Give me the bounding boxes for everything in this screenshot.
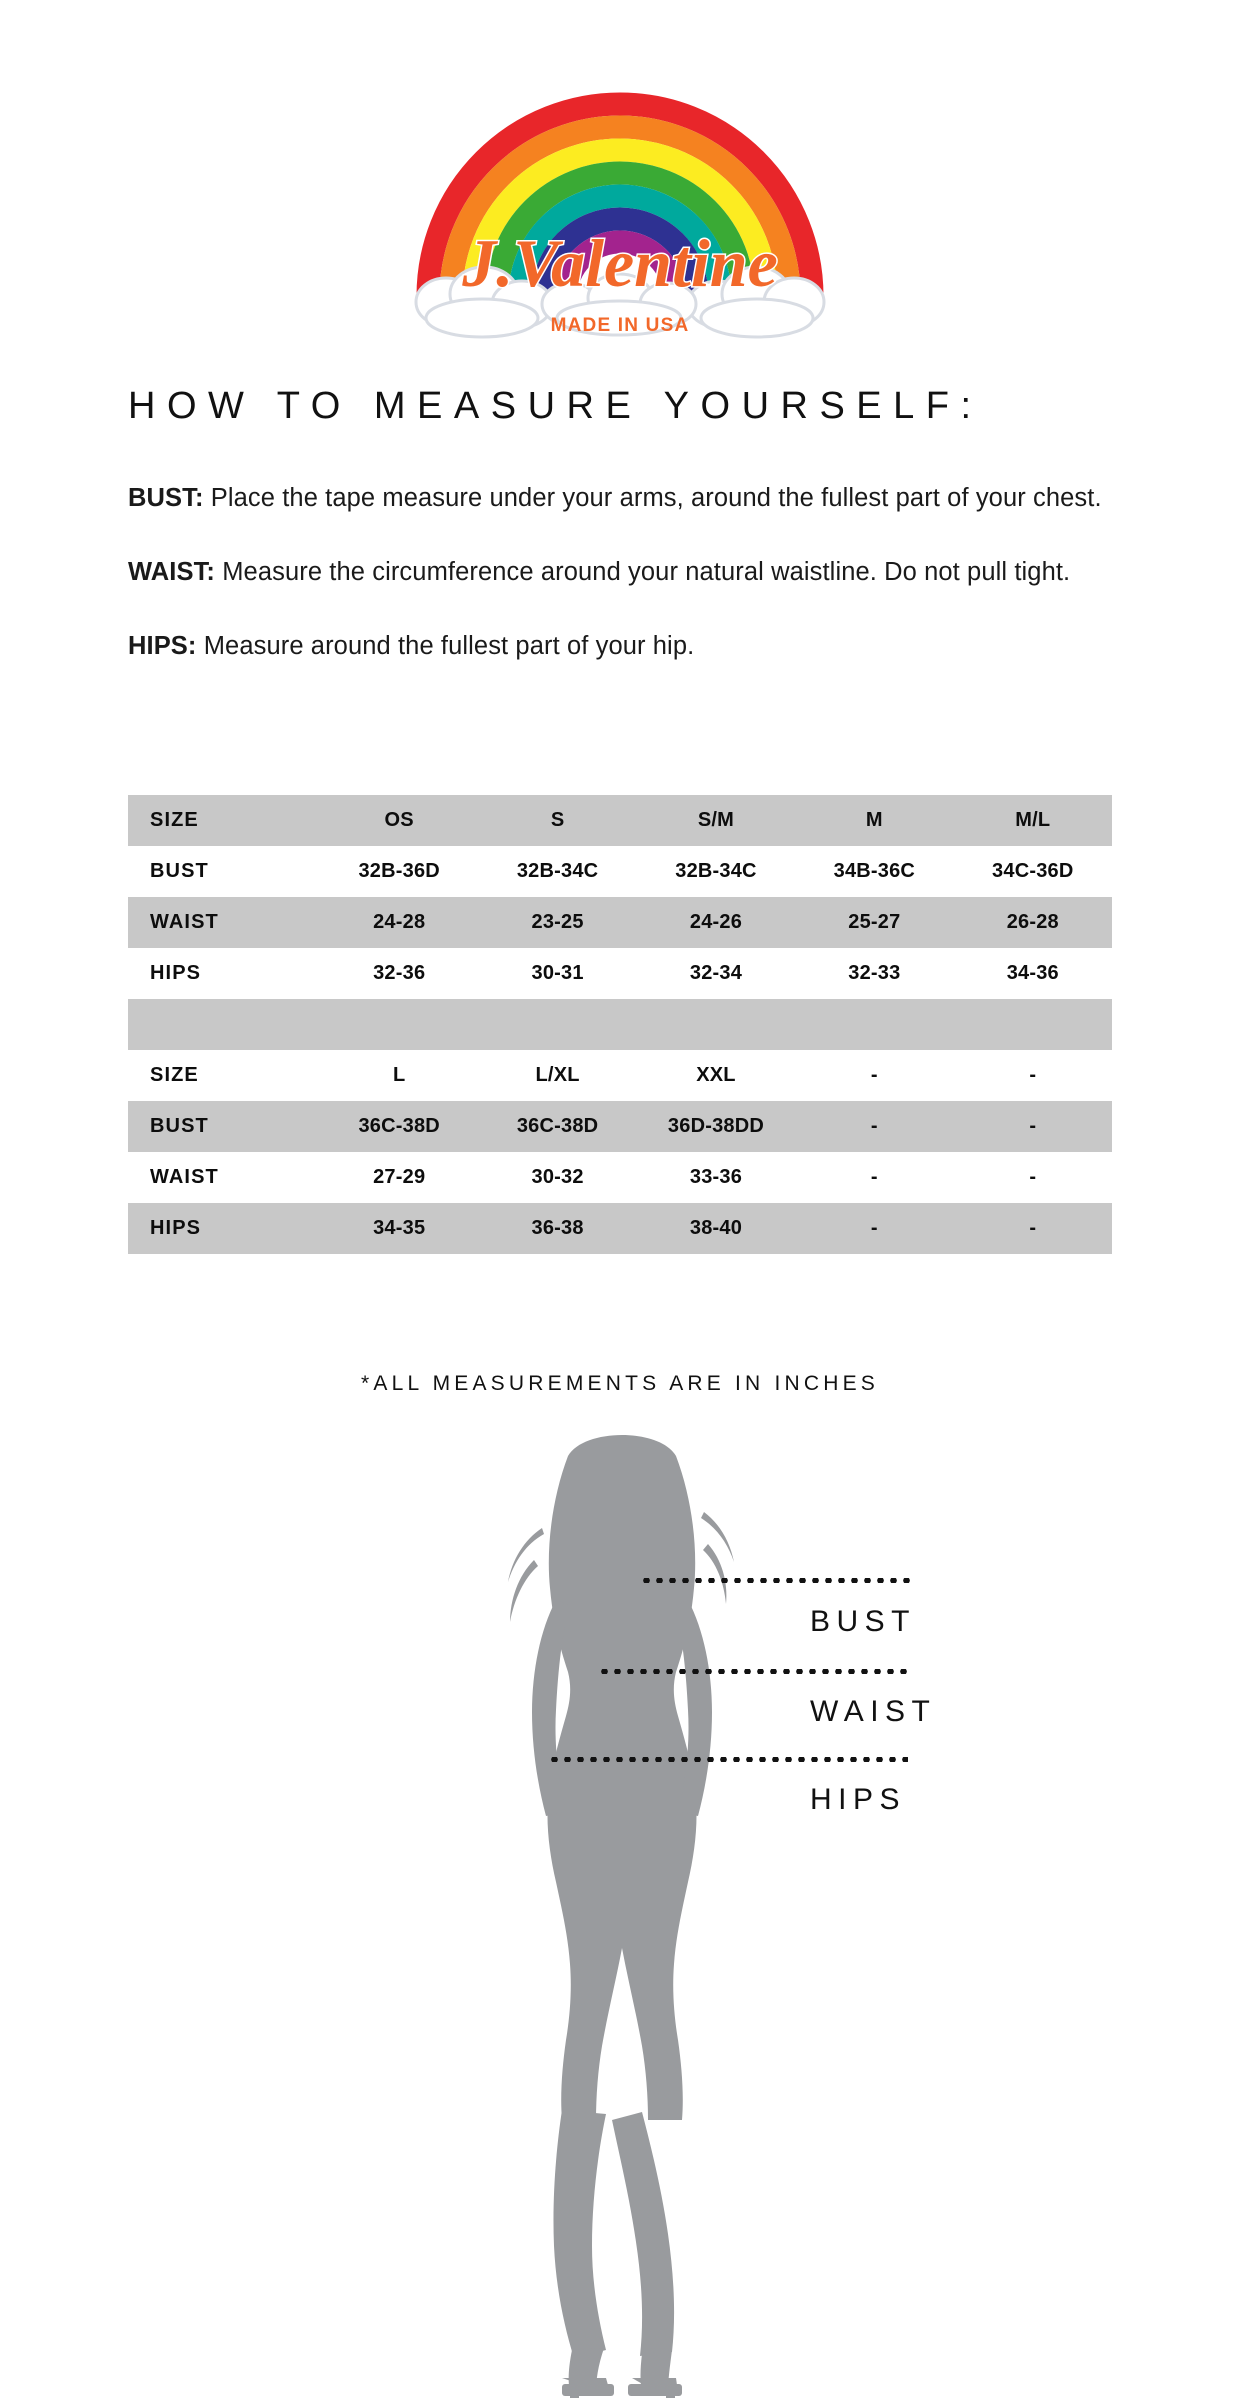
row-label-hips: HIPS bbox=[128, 1203, 320, 1254]
header-cell-3: S/M bbox=[637, 795, 795, 846]
instruction-hips-label: HIPS: bbox=[128, 632, 197, 660]
header-cell-4: - bbox=[795, 1050, 953, 1101]
cell: - bbox=[795, 1152, 953, 1203]
silhouette-svg bbox=[420, 1420, 820, 2400]
instruction-waist-label: WAIST: bbox=[128, 558, 216, 586]
cell: 32B-36D bbox=[320, 846, 478, 897]
header-cell-size: SIZE bbox=[128, 795, 320, 846]
cell: 30-31 bbox=[478, 948, 636, 999]
cell: 24-26 bbox=[637, 897, 795, 948]
table-row bbox=[128, 948, 1112, 999]
cell: - bbox=[954, 1101, 1112, 1152]
measurement-label-hips: HIPS bbox=[810, 1783, 907, 1816]
table-row bbox=[128, 1152, 1112, 1203]
cell: - bbox=[795, 1101, 953, 1152]
instruction-hips bbox=[128, 628, 1138, 664]
cell: 32-34 bbox=[637, 948, 795, 999]
size-tables bbox=[128, 795, 1112, 1254]
model-figure bbox=[0, 1420, 1240, 2400]
cell: - bbox=[954, 1152, 1112, 1203]
logo-svg bbox=[410, 46, 830, 346]
cell: 36C-38D bbox=[320, 1101, 478, 1152]
table-row bbox=[128, 846, 1112, 897]
cell: 27-29 bbox=[320, 1152, 478, 1203]
header-cell-1: OS bbox=[320, 795, 478, 846]
header-cell-2: S bbox=[478, 795, 636, 846]
table-spacer-row bbox=[128, 999, 1112, 1050]
table-row bbox=[128, 1203, 1112, 1254]
brand-wordmark: J.Valentine bbox=[462, 225, 778, 301]
header-cell-2: L/XL bbox=[478, 1050, 636, 1101]
cell: 36C-38D bbox=[478, 1101, 636, 1152]
header-cell-5: - bbox=[954, 1050, 1112, 1101]
cell: 33-36 bbox=[637, 1152, 795, 1203]
size-table-primary bbox=[128, 795, 1112, 1050]
cell: 34C-36D bbox=[954, 846, 1112, 897]
table-row bbox=[128, 897, 1112, 948]
table-row bbox=[128, 1101, 1112, 1152]
cell: 32B-34C bbox=[637, 846, 795, 897]
measurement-label-bust: BUST bbox=[810, 1605, 917, 1638]
measurement-label-waist: WAIST bbox=[810, 1695, 937, 1728]
cell: - bbox=[795, 1203, 953, 1254]
cell: 36-38 bbox=[478, 1203, 636, 1254]
cell: 32-33 bbox=[795, 948, 953, 999]
table-header-row bbox=[128, 1050, 1112, 1101]
bust-leader-line bbox=[640, 1578, 912, 1583]
row-label-waist: WAIST bbox=[128, 1152, 320, 1203]
header-cell-size: SIZE bbox=[128, 1050, 320, 1101]
row-label-bust: BUST bbox=[128, 846, 320, 897]
brand-tagline: MADE IN USA bbox=[550, 315, 690, 336]
instruction-waist-text: Measure the circumference around your natural waistline. Do not pull tight. bbox=[215, 558, 1071, 586]
instruction-waist bbox=[128, 554, 1138, 590]
cell: - bbox=[954, 1203, 1112, 1254]
instruction-bust bbox=[128, 480, 1138, 516]
cell: 26-28 bbox=[954, 897, 1112, 948]
size-table-secondary bbox=[128, 1050, 1112, 1254]
page-title: HOW TO MEASURE YOURSELF: bbox=[128, 385, 983, 427]
row-label-bust: BUST bbox=[128, 1101, 320, 1152]
cell: 32-36 bbox=[320, 948, 478, 999]
cell: 23-25 bbox=[478, 897, 636, 948]
cell: 38-40 bbox=[637, 1203, 795, 1254]
row-label-waist: WAIST bbox=[128, 897, 320, 948]
header-cell-1: L bbox=[320, 1050, 478, 1101]
cell: 36D-38DD bbox=[637, 1101, 795, 1152]
units-footnote: *ALL MEASUREMENTS ARE IN INCHES bbox=[360, 1372, 879, 1395]
header-cell-5: M/L bbox=[954, 795, 1112, 846]
instruction-bust-text: Place the tape measure under your arms, around the fullest part of your chest. bbox=[203, 484, 1102, 512]
brand-logo bbox=[0, 46, 1240, 346]
row-label-hips: HIPS bbox=[128, 948, 320, 999]
cell: 24-28 bbox=[320, 897, 478, 948]
cell: 32B-34C bbox=[478, 846, 636, 897]
instruction-hips-text: Measure around the fullest part of your hip. bbox=[196, 632, 695, 660]
cell: 25-27 bbox=[795, 897, 953, 948]
table-header-row bbox=[128, 795, 1112, 846]
header-cell-3: XXL bbox=[637, 1050, 795, 1101]
instruction-bust-label: BUST: bbox=[128, 484, 204, 512]
cell: 34-35 bbox=[320, 1203, 478, 1254]
instructions-block bbox=[128, 480, 1138, 664]
cell: 30-32 bbox=[478, 1152, 636, 1203]
hips-leader-line bbox=[548, 1757, 908, 1762]
cell: 34B-36C bbox=[795, 846, 953, 897]
cell: 34-36 bbox=[954, 948, 1112, 999]
header-cell-4: M bbox=[795, 795, 953, 846]
waist-leader-line bbox=[598, 1669, 912, 1674]
